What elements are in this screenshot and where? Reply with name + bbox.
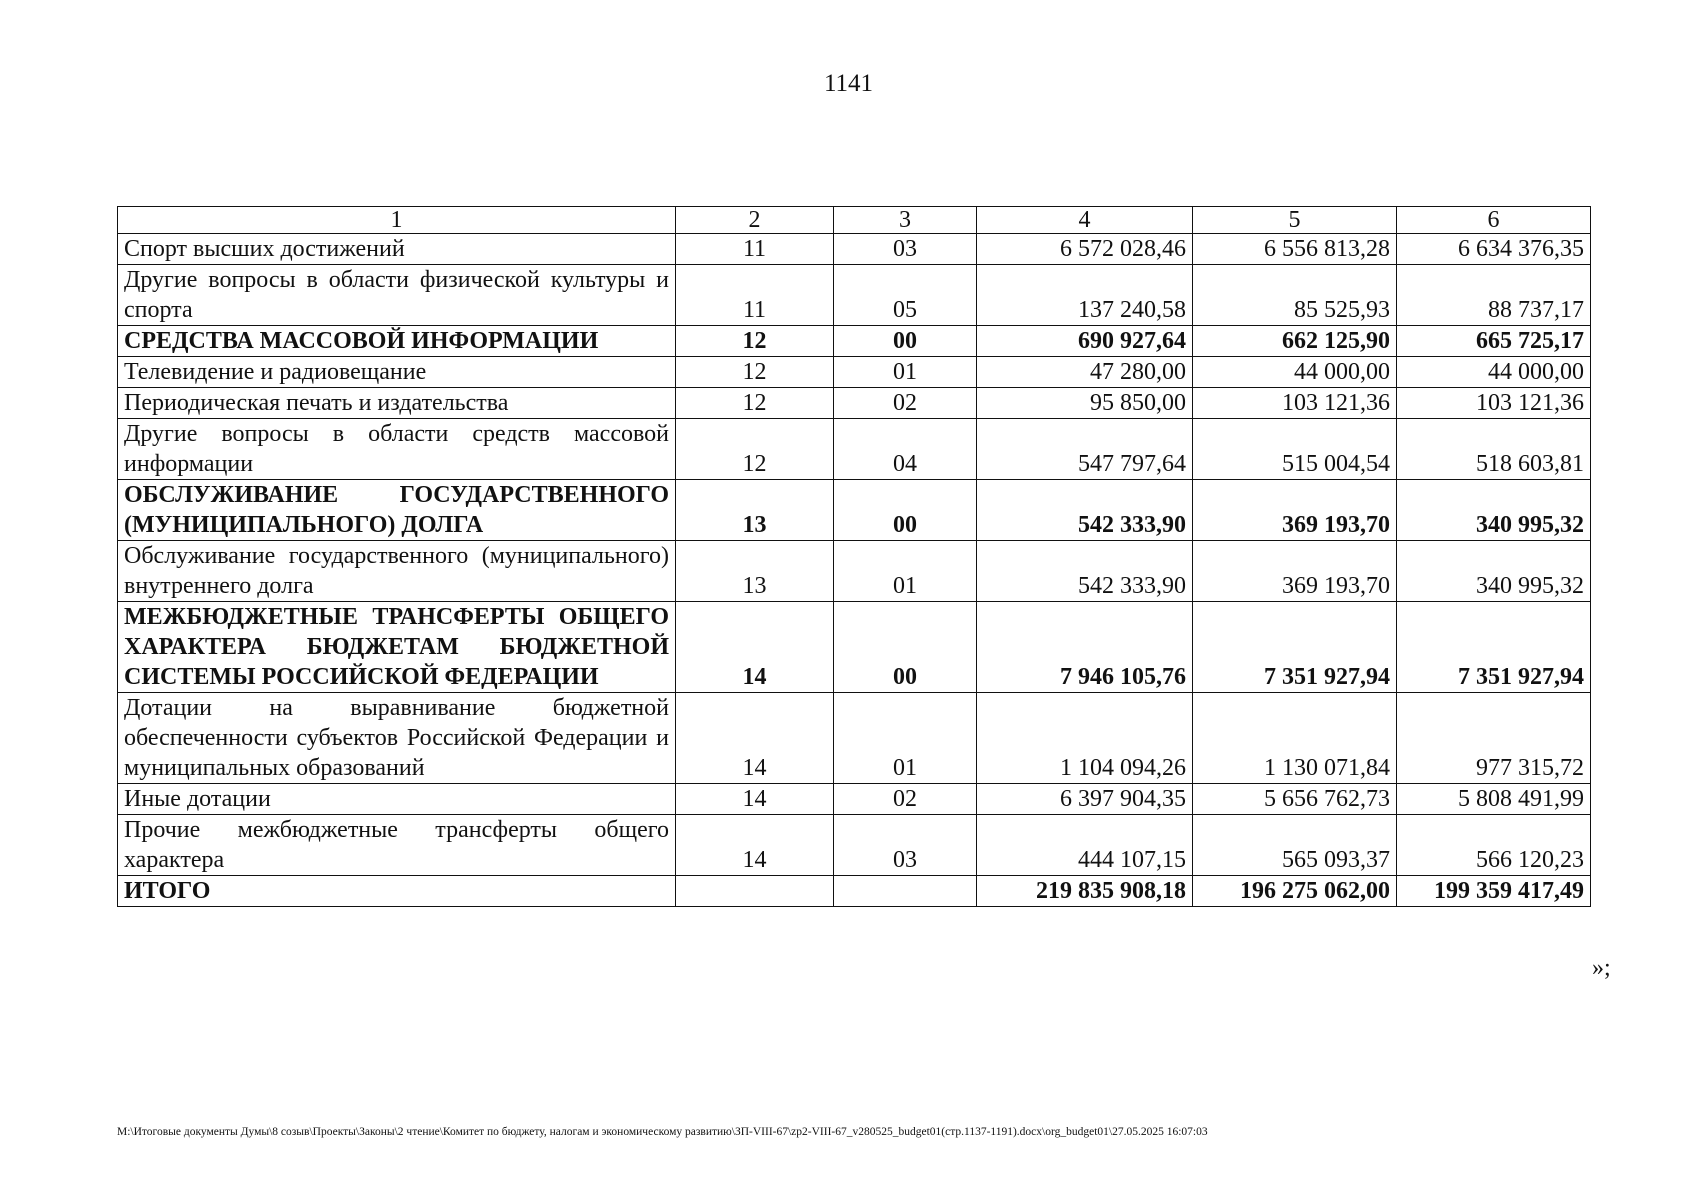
row-value-col5-cell: 5 656 762,73 <box>1193 784 1397 815</box>
row-section-cell: 14 <box>676 602 834 693</box>
row-subsection-cell: 00 <box>834 326 977 357</box>
row-subsection-cell: 02 <box>834 784 977 815</box>
row-value-col5-cell: 565 093,37 <box>1193 815 1397 876</box>
row-value-col5-cell: 662 125,90 <box>1193 326 1397 357</box>
row-value-col6-cell: 5 808 491,99 <box>1397 784 1591 815</box>
row-value-col6-cell: 44 000,00 <box>1397 357 1591 388</box>
table-row <box>118 326 1591 357</box>
row-subsection-cell: 05 <box>834 265 977 326</box>
row-value-col5-cell: 6 556 813,28 <box>1193 234 1397 265</box>
row-value-col4-cell: 6 572 028,46 <box>977 234 1193 265</box>
col-header-5: 5 <box>1193 207 1397 234</box>
row-section-cell: 11 <box>676 234 834 265</box>
row-value-col6-cell: 977 315,72 <box>1397 693 1591 784</box>
col-header-3: 3 <box>834 207 977 234</box>
col-header-4: 4 <box>977 207 1193 234</box>
row-value-col6-cell: 88 737,17 <box>1397 265 1591 326</box>
row-subsection-cell: 01 <box>834 541 977 602</box>
table-row <box>118 357 1591 388</box>
row-name-cell: Периодическая печать и издательства <box>118 388 676 419</box>
table-row <box>118 388 1591 419</box>
col-header-2: 2 <box>676 207 834 234</box>
row-value-col6-cell: 665 725,17 <box>1397 326 1591 357</box>
row-name-cell: Иные дотации <box>118 784 676 815</box>
page-number: 1141 <box>823 70 874 97</box>
row-value-col5-cell: 85 525,93 <box>1193 265 1397 326</box>
row-value-col5-cell: 103 121,36 <box>1193 388 1397 419</box>
row-value-col4-cell: 444 107,15 <box>977 815 1193 876</box>
row-value-col4-cell: 137 240,58 <box>977 265 1193 326</box>
row-value-col5-cell: 7 351 927,94 <box>1193 602 1397 693</box>
table-row <box>118 876 1591 907</box>
row-subsection-cell: 02 <box>834 388 977 419</box>
row-section-cell: 13 <box>676 480 834 541</box>
row-value-col6-cell: 6 634 376,35 <box>1397 234 1591 265</box>
row-name-cell: МЕЖБЮДЖЕТНЫЕ ТРАНСФЕРТЫ ОБЩЕГО ХАРАКТЕРА БЮДЖЕТАМ БЮДЖЕТНОЙ СИСТЕМЫ РОССИЙСКОЙ ФЕДЕРАЦИИ <box>118 602 676 693</box>
budget-table <box>117 206 1591 907</box>
row-name-cell: СРЕДСТВА МАССОВОЙ ИНФОРМАЦИИ <box>118 326 676 357</box>
row-value-col4-cell: 542 333,90 <box>977 541 1193 602</box>
row-name-cell: Дотации на выравнивание бюджетной обеспеченности субъектов Российской Федерации и муниципальных образований <box>118 693 676 784</box>
row-subsection-cell <box>834 876 977 907</box>
row-value-col6-cell: 518 603,81 <box>1397 419 1591 480</box>
row-subsection-cell: 03 <box>834 234 977 265</box>
file-path-footer: M:\Итоговые документы Думы\8 созыв\Проекты\Законы\2 чтение\Комитет по бюджету, налогам и экономическому развитию\ЗП-VIII-67\zp2-VIII-67_v280525_budget01(стр.1137-1191).docx\org_budget01\27.05.2025 16:07:03 <box>117 1126 1208 1138</box>
table-row <box>118 784 1591 815</box>
row-subsection-cell: 04 <box>834 419 977 480</box>
row-subsection-cell: 00 <box>834 602 977 693</box>
row-value-col4-cell: 1 104 094,26 <box>977 693 1193 784</box>
row-value-col5-cell: 196 275 062,00 <box>1193 876 1397 907</box>
row-section-cell: 14 <box>676 784 834 815</box>
row-name-cell: ИТОГО <box>118 876 676 907</box>
row-value-col6-cell: 103 121,36 <box>1397 388 1591 419</box>
row-subsection-cell: 01 <box>834 357 977 388</box>
row-section-cell: 12 <box>676 357 834 388</box>
row-name-cell: Спорт высших достижений <box>118 234 676 265</box>
row-value-col6-cell: 7 351 927,94 <box>1397 602 1591 693</box>
row-name-cell: Другие вопросы в области средств массовой информации <box>118 419 676 480</box>
table-row <box>118 480 1591 541</box>
table-row <box>118 693 1591 784</box>
row-value-col5-cell: 369 193,70 <box>1193 480 1397 541</box>
row-value-col4-cell: 547 797,64 <box>977 419 1193 480</box>
row-value-col4-cell: 7 946 105,76 <box>977 602 1193 693</box>
row-section-cell: 14 <box>676 815 834 876</box>
row-subsection-cell: 01 <box>834 693 977 784</box>
row-name-cell: Обслуживание государственного (муниципального) внутреннего долга <box>118 541 676 602</box>
row-section-cell: 12 <box>676 419 834 480</box>
row-section-cell: 11 <box>676 265 834 326</box>
row-value-col5-cell: 369 193,70 <box>1193 541 1397 602</box>
row-section-cell <box>676 876 834 907</box>
table-row <box>118 265 1591 326</box>
row-value-col4-cell: 219 835 908,18 <box>977 876 1193 907</box>
row-section-cell: 12 <box>676 388 834 419</box>
header-row <box>118 207 1591 234</box>
row-name-cell: Телевидение и радиовещание <box>118 357 676 388</box>
table-row <box>118 815 1591 876</box>
row-value-col4-cell: 6 397 904,35 <box>977 784 1193 815</box>
row-name-cell: Прочие межбюджетные трансферты общего характера <box>118 815 676 876</box>
closing-quote-mark: »; <box>1592 955 1611 981</box>
row-value-col5-cell: 44 000,00 <box>1193 357 1397 388</box>
table-row <box>118 234 1591 265</box>
row-value-col6-cell: 566 120,23 <box>1397 815 1591 876</box>
row-value-col5-cell: 515 004,54 <box>1193 419 1397 480</box>
row-value-col6-cell: 340 995,32 <box>1397 541 1591 602</box>
row-value-col6-cell: 340 995,32 <box>1397 480 1591 541</box>
row-value-col4-cell: 542 333,90 <box>977 480 1193 541</box>
row-value-col5-cell: 1 130 071,84 <box>1193 693 1397 784</box>
col-header-6: 6 <box>1397 207 1591 234</box>
row-value-col6-cell: 199 359 417,49 <box>1397 876 1591 907</box>
row-value-col4-cell: 95 850,00 <box>977 388 1193 419</box>
table-row <box>118 419 1591 480</box>
row-subsection-cell: 00 <box>834 480 977 541</box>
row-subsection-cell: 03 <box>834 815 977 876</box>
row-section-cell: 14 <box>676 693 834 784</box>
row-name-cell: ОБСЛУЖИВАНИЕ ГОСУДАРСТВЕННОГО (МУНИЦИПАЛЬНОГО) ДОЛГА <box>118 480 676 541</box>
row-name-cell: Другие вопросы в области физической культуры и спорта <box>118 265 676 326</box>
row-section-cell: 13 <box>676 541 834 602</box>
col-header-1: 1 <box>118 207 676 234</box>
row-value-col4-cell: 47 280,00 <box>977 357 1193 388</box>
table-row <box>118 541 1591 602</box>
row-section-cell: 12 <box>676 326 834 357</box>
row-value-col4-cell: 690 927,64 <box>977 326 1193 357</box>
table-row <box>118 602 1591 693</box>
